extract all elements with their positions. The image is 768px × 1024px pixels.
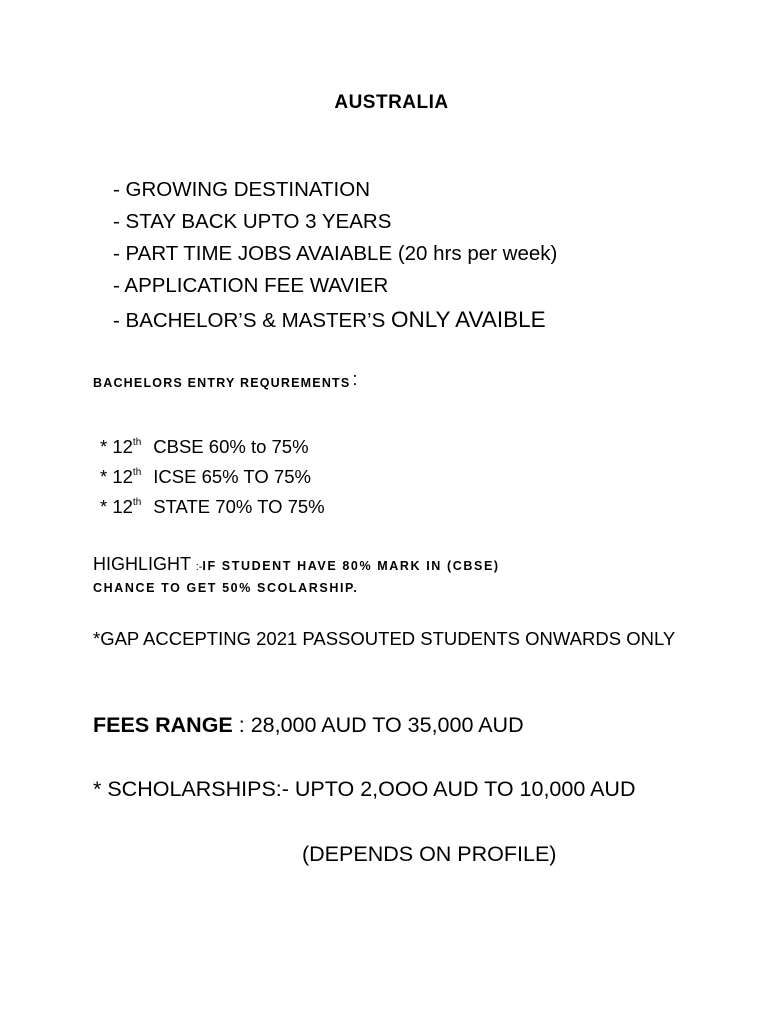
requirements-heading-text: BACHELORS ENTRY REQUREMENTS	[93, 376, 351, 390]
fees-range	[93, 713, 524, 738]
bullet-application-fee: - APPLICATION FEE WAVIER	[113, 274, 389, 297]
bullet-growing-destination: - GROWING DESTINATION	[113, 178, 371, 201]
requirement-cbse	[100, 436, 309, 458]
fees-value: : 28,000 AUD TO 35,000 AUD	[232, 713, 524, 737]
requirement-icse	[100, 466, 311, 488]
bullet-part-time-jobs: - PART TIME JOBS AVAIABLE (20 hrs per week)	[113, 242, 558, 265]
requirement-text: STATE 70% TO 75%	[153, 496, 325, 517]
gap-note: *GAP ACCEPTING 2021 PASSOUTED STUDENTS ONWARDS ONLY	[93, 628, 676, 649]
highlight-line2: CHANCE TO GET 50% SCOLARSHIP.	[93, 581, 359, 595]
requirement-state	[100, 496, 325, 518]
requirement-prefix: * 12	[100, 496, 133, 517]
requirement-sup: th	[132, 497, 142, 508]
scholarships: * SCHOLARSHIPS:- UPTO 2,OOO AUD TO 10,000 AUD	[93, 777, 636, 801]
requirement-text: ICSE 65% TO 75%	[153, 466, 311, 487]
bullet-bachelors-masters-suffix: ONLY AVAIBLE	[390, 307, 546, 332]
requirement-prefix: * 12	[100, 466, 133, 487]
requirements-heading-colon: :	[352, 369, 358, 389]
requirement-text: CBSE 60% to 75%	[153, 436, 309, 457]
highlight-separator: :-	[195, 561, 203, 573]
requirements-heading	[93, 371, 357, 392]
highlight-line1: IF STUDENT HAVE 80% MARK IN (CBSE)	[202, 559, 500, 573]
bullet-bachelors-masters-prefix: - BACHELOR’S & MASTER’S	[113, 309, 391, 332]
fees-label: FEES RANGE	[93, 713, 233, 737]
requirement-sup: th	[132, 437, 142, 448]
bullet-bachelors-masters	[113, 308, 546, 333]
highlight-label: HIGHLIGHT	[93, 554, 196, 574]
depends-on-profile: (DEPENDS ON PROFILE)	[302, 842, 557, 866]
highlight-line	[93, 554, 500, 575]
requirement-sup: th	[132, 467, 142, 478]
page-title: AUSTRALIA	[334, 92, 449, 113]
bullet-stay-back: - STAY BACK UPTO 3 YEARS	[113, 210, 392, 233]
requirement-prefix: * 12	[100, 436, 133, 457]
